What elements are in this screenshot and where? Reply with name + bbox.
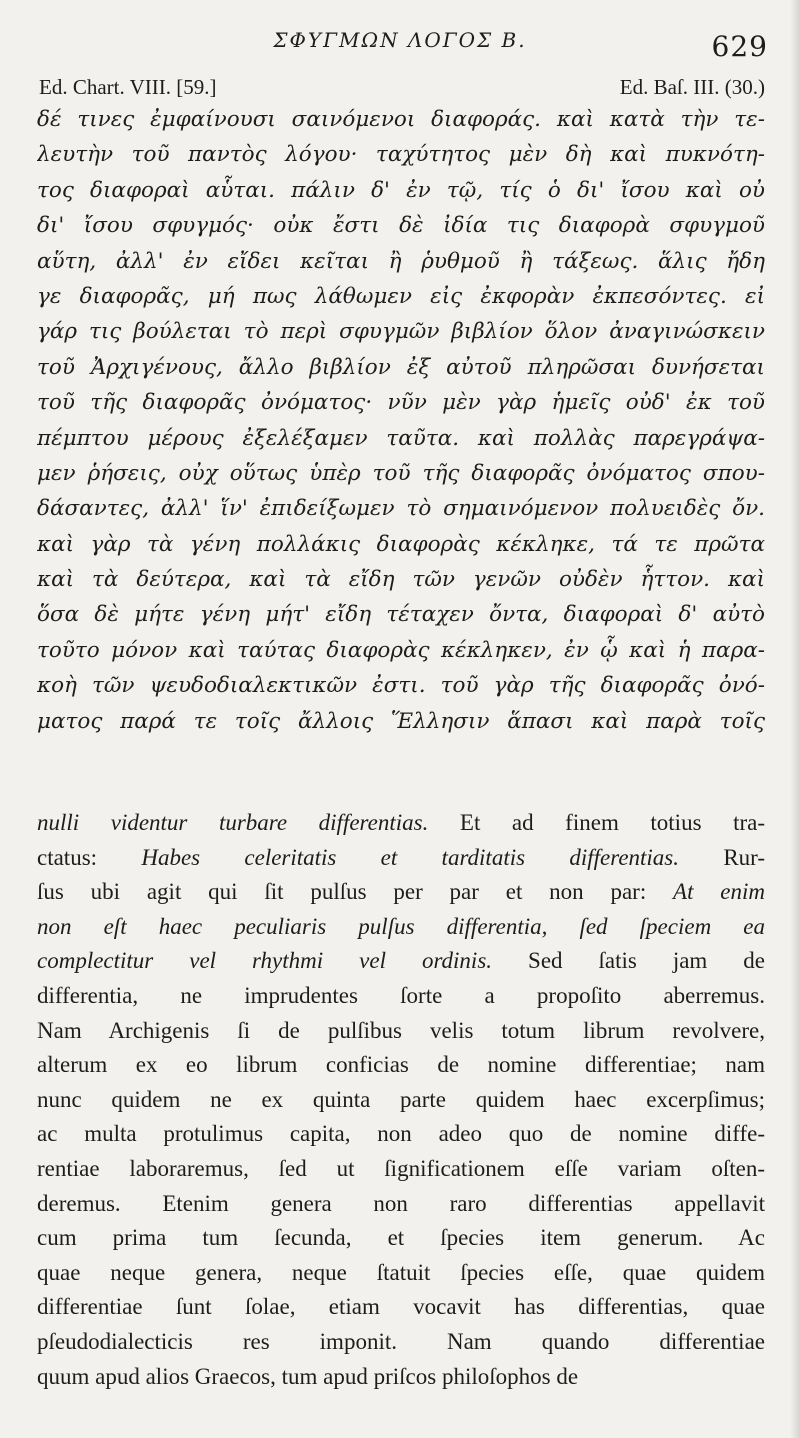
latin-text: Sed ſatis jam de	[528, 948, 765, 974]
latin-text-line: alterum ex eo librum conficias de nomine differentiae; nam	[37, 1052, 765, 1078]
greek-text-line: δέ τινες ἐμφαίνουσι σαινόμενοι διαφοράς. καὶ κατὰ τὴν τε-	[37, 107, 765, 132]
latin-text-line: differentiae ſunt ſolae, etiam vocavit has differentias, quae	[37, 1294, 765, 1320]
edition-chartier-reference: Ed. Chart. VIII. [59.]	[39, 75, 217, 99]
greek-text-line: κοὴ τῶν ψευδοδιαλεκτικῶν ἐστι. τοῦ γὰρ τῆς διαφορᾶς ὀνό-	[37, 673, 765, 699]
latin-text-line	[37, 875, 765, 910]
greek-text-column	[37, 102, 765, 739]
greek-text-line: ὅσα δὲ μήτε γένη μήτ' εἴδη τέταχεν ὄντα, διαφοραὶ δ' αὐτὸ	[37, 602, 765, 628]
latin-text: Rur-	[723, 844, 765, 870]
latin-text-line: pſeudodialecticis res imponit. Nam quando differentiae	[37, 1328, 765, 1354]
greek-text-line: δι' ἴσου σφυγμός· οὐκ ἔστι δὲ ἰδία τις διαφορὰ σφυγμοῦ	[37, 213, 765, 239]
latin-text-line	[37, 944, 765, 979]
latin-text-line: Nam Archigenis ſi de pulſibus velis totum librum revolvere,	[37, 1017, 765, 1043]
latin-quotation: At enim	[673, 879, 765, 905]
latin-quotation: Habes celeritatis et tarditatis differentias.	[141, 844, 680, 870]
greek-text-line: πέμπτου μέρους ἐξελέξαμεν ταῦτα. καὶ πολλὰς παρεγράψα-	[37, 425, 765, 451]
latin-text: Et ad finem totius tra-	[459, 810, 765, 835]
latin-text-line: quae neque genera, neque ſtatuit ſpecies eſſe, quae quidem	[37, 1259, 765, 1285]
latin-text: ſus ubi agit qui ſit pulſus per par et non par:	[37, 879, 647, 905]
greek-text-line: καὶ γὰρ τὰ γένη πολλάκις διαφορὰς κέκληκε, τά τε πρῶτα	[37, 531, 765, 557]
greek-text-line: λευτὴν τοῦ παντὸς λόγου· ταχύτητος μὲν δὴ καὶ πυκνότη-	[37, 142, 765, 168]
latin-text-line	[37, 910, 765, 945]
page-number: 629	[711, 30, 768, 63]
latin-text-line	[37, 806, 765, 841]
latin-text: ctatus:	[37, 844, 98, 870]
greek-text-line: γε διαφορᾶς, μή πως λάθωμεν εἰς ἐκφορὰν ἐκπεσόντες. εἰ	[37, 283, 765, 309]
greek-text-line: μεν ῥήσεις, οὐχ οὕτως ὑπὲρ τοῦ τῆς διαφορᾶς ὀνόματος σπου-	[37, 460, 765, 486]
latin-quotation: nulli videntur turbare differentias.	[37, 810, 429, 835]
greek-text-line: τοῦ Ἀρχιγένους, ἄλλο βιβλίον ἐξ αὐτοῦ πληρῶσαι δυνήσεται	[37, 354, 765, 380]
greek-text-line: τος διαφοραὶ αὗται. πάλιν δ' ἐν τῷ, τίς ὁ δι' ἴσου καὶ οὐ	[37, 177, 765, 203]
latin-text-line: nunc quidem ne ex quinta parte quidem haec excerpſimus;	[37, 1086, 765, 1112]
latin-text-line: rentiae laboraremus, ſed ut ſignificationem eſſe variam oſten-	[37, 1155, 765, 1181]
latin-text-line: quum apud alios Graecos, tum apud priſcos philoſophos de	[37, 1363, 579, 1389]
running-head-title: ΣΦΥΓΜΩΝ ΛΟΓΟΣ Β.	[273, 28, 527, 52]
greek-text-line: τοῦτο μόνον καὶ ταύτας διαφορὰς κέκληκεν, ἐν ᾧ καὶ ἡ παρα-	[37, 637, 765, 663]
latin-text-line	[37, 841, 765, 876]
latin-text-line: differentia, ne imprudentes ſorte a propoſito aberremus.	[37, 982, 765, 1008]
greek-text-line: τοῦ τῆς διαφορᾶς ὀνόματος· νῦν μὲν γὰρ ἡμεῖς οὐδ' ἐκ τοῦ	[37, 390, 765, 416]
greek-text-line: αὕτη, ἀλλ' ἐν εἴδει κεῖται ἢ ῥυθμοῦ ἢ τάξεως. ἅλις ἤδη	[37, 248, 765, 274]
greek-text-line: γάρ τις βούλεται τὸ περὶ σφυγμῶν βιβλίον ὅλον ἀναγινώσκειν	[37, 319, 765, 345]
latin-text-line: deremus. Etenim genera non raro differentias appellavit	[37, 1190, 765, 1216]
edition-basel-reference: Ed. Baſ. III. (30.)	[619, 75, 765, 99]
page-edge-shadow	[790, 0, 800, 1438]
greek-text-line: ματος παρά τε τοῖς ἄλλοις Ἕλλησιν ἅπασι καὶ παρὰ τοῖς	[37, 708, 765, 734]
latin-text-column	[37, 806, 765, 1394]
latin-text-line: cum prima tum ſecunda, et ſpecies item generum. Ac	[37, 1225, 765, 1251]
edition-reference-line	[39, 75, 765, 100]
latin-quotation: complectitur vel rhythmi vel ordinis.	[37, 948, 493, 974]
latin-quotation: non eſt haec peculiaris pulſus differentia, ſed ſpeciem ea	[37, 913, 765, 939]
greek-text-line: καὶ τὰ δεύτερα, καὶ τὰ εἴδη τῶν γενῶν οὐδὲν ἧττον. καὶ	[37, 567, 765, 593]
greek-text-line: δάσαντες, ἀλλ' ἵν' ἐπιδείξωμεν τὸ σημαινόμενον πολυειδὲς ὄν.	[37, 496, 765, 522]
latin-text-line: ac multa protulimus capita, non adeo quo de nomine diffe-	[37, 1121, 765, 1147]
